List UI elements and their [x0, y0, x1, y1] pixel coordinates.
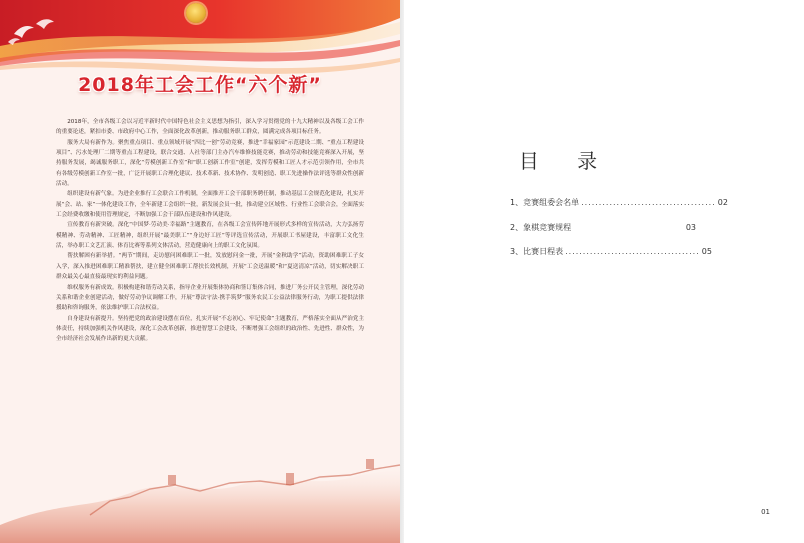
right-page: [404, 0, 804, 543]
toc-page-number: 02: [717, 198, 728, 207]
national-emblem-icon: [186, 3, 206, 23]
article-title: 2018年工会工作“六个新”: [78, 74, 322, 96]
toc-page-number: 05: [701, 247, 712, 256]
dove-icon: [6, 12, 76, 52]
toc-leader-dots: ......................................: [565, 247, 700, 256]
paragraph: 维权服务有新成效。积极构建和谐劳动关系，指导企业开展集体协商和签订集体合同，推进厂务公开民主管理，深化劳动关系和谐企业创建活动，做好劳动争议调解工作，开展“尊法守法·携手筑梦”服务农民工公益法律服务行动，为职工提供法律援助和咨询服务，依法维护职工合法权益。: [56, 284, 364, 312]
paragraph: 2018年，全市各级工会以习近平新时代中国特色社会主义思想为指引，深入学习贯彻党的十九大精神以及各级工会工作的重要论述，紧扣市委、市政府中心工作，全面深化改革创新，推动服务职工群众，圆满完成各项目标任务。: [56, 119, 364, 136]
toc-title: 目 录: [518, 149, 614, 173]
toc-page-number: 03: [685, 222, 696, 232]
table-of-contents: [510, 197, 728, 271]
toc-item-label: 3、比赛日程表: [510, 247, 564, 256]
page-number: 01: [761, 508, 770, 516]
left-page: [0, 0, 400, 543]
paragraph: 宣传教育有新突破。深化“中国梦·劳动美·幸福路”主题教育，在各级工会宣传阵地开展形式多样的宣传活动，大力弘扬劳模精神、劳动精神、工匠精神，组织开展“最美职工”“身边好工匠”等评选宣传活动，开展职工书屋建设，丰富职工文化生活，举办职工文艺汇演、体育比赛等系列文体活动，营造健康向上的职工文化氛围。: [56, 222, 364, 250]
toc-leader-dots: ......................................: [581, 198, 716, 207]
paragraph: 组织建设有新气象。为进企业推行工会联合工作机制，全面推开工会干部职务聘任制，推动基层工会规范化建设，扎实开展“会、站、家”一体化建设工作，全年新建工会组织一批，新发展会员一批，推动建立区域性、行业性工会联合会，全面落实工会经费收缴和使用管理规定，不断加强工会干部队伍建设和作风建设。: [56, 191, 364, 219]
toc-item-label: 2、象棋竞赛规程: [510, 222, 572, 232]
paragraph: 自身建设有新提升。坚持把党的政治建设摆在首位，扎实开展“不忘初心、牢记使命”主题教育，严格落实全面从严治党主体责任，持续加强机关作风建设，深化工会改革创新，推进智慧工会建设，不断增强工会组织的政治性、先进性、群众性，为全市经济社会发展作出新的更大贡献。: [56, 315, 364, 343]
toc-item-committee-list[interactable]: [510, 197, 728, 222]
toc-item-schedule[interactable]: [510, 246, 712, 271]
toc-item-label: 1、竞赛组委会名单: [510, 198, 580, 207]
paragraph: 服务大局有新作为。聚焦重点项目、重点领域开展“四比一创”劳动竞赛，推进“幸福家园”示范建设二期、“重点工程建设项目”、污水处理厂二期等重点工程建设，联合交通、人社等部门主办汽车维修技能竞赛，推动劳动和技能竞赛深入开展，坚持服务发展，竭诚服务职工，深化“劳模创新工作室”和“职工创新工作室”创建，发挥劳模和工匠人才示范引领作用，全市共有各级劳模创新工作室一批，广泛开展职工合理化建议、技术革新、技术协作、发明创造、职工先进操作法评选等群众性创新活动。: [56, 139, 364, 188]
article-body: [56, 117, 364, 477]
toc-item-chess-rules[interactable]: [510, 222, 696, 247]
paragraph: 帮扶解困有新举措。“两节”期间，走访慰问困难职工一批，发放慰问金一批，开展“金秋助学”活动，资助困难职工子女入学，深入推进困难职工精准帮扶，建立健全困难职工帮扶长效机制，开展“工会送温暖”和“夏送清凉”活动，切实解决职工群众最关心最直接最现实的利益问题。: [56, 253, 364, 281]
